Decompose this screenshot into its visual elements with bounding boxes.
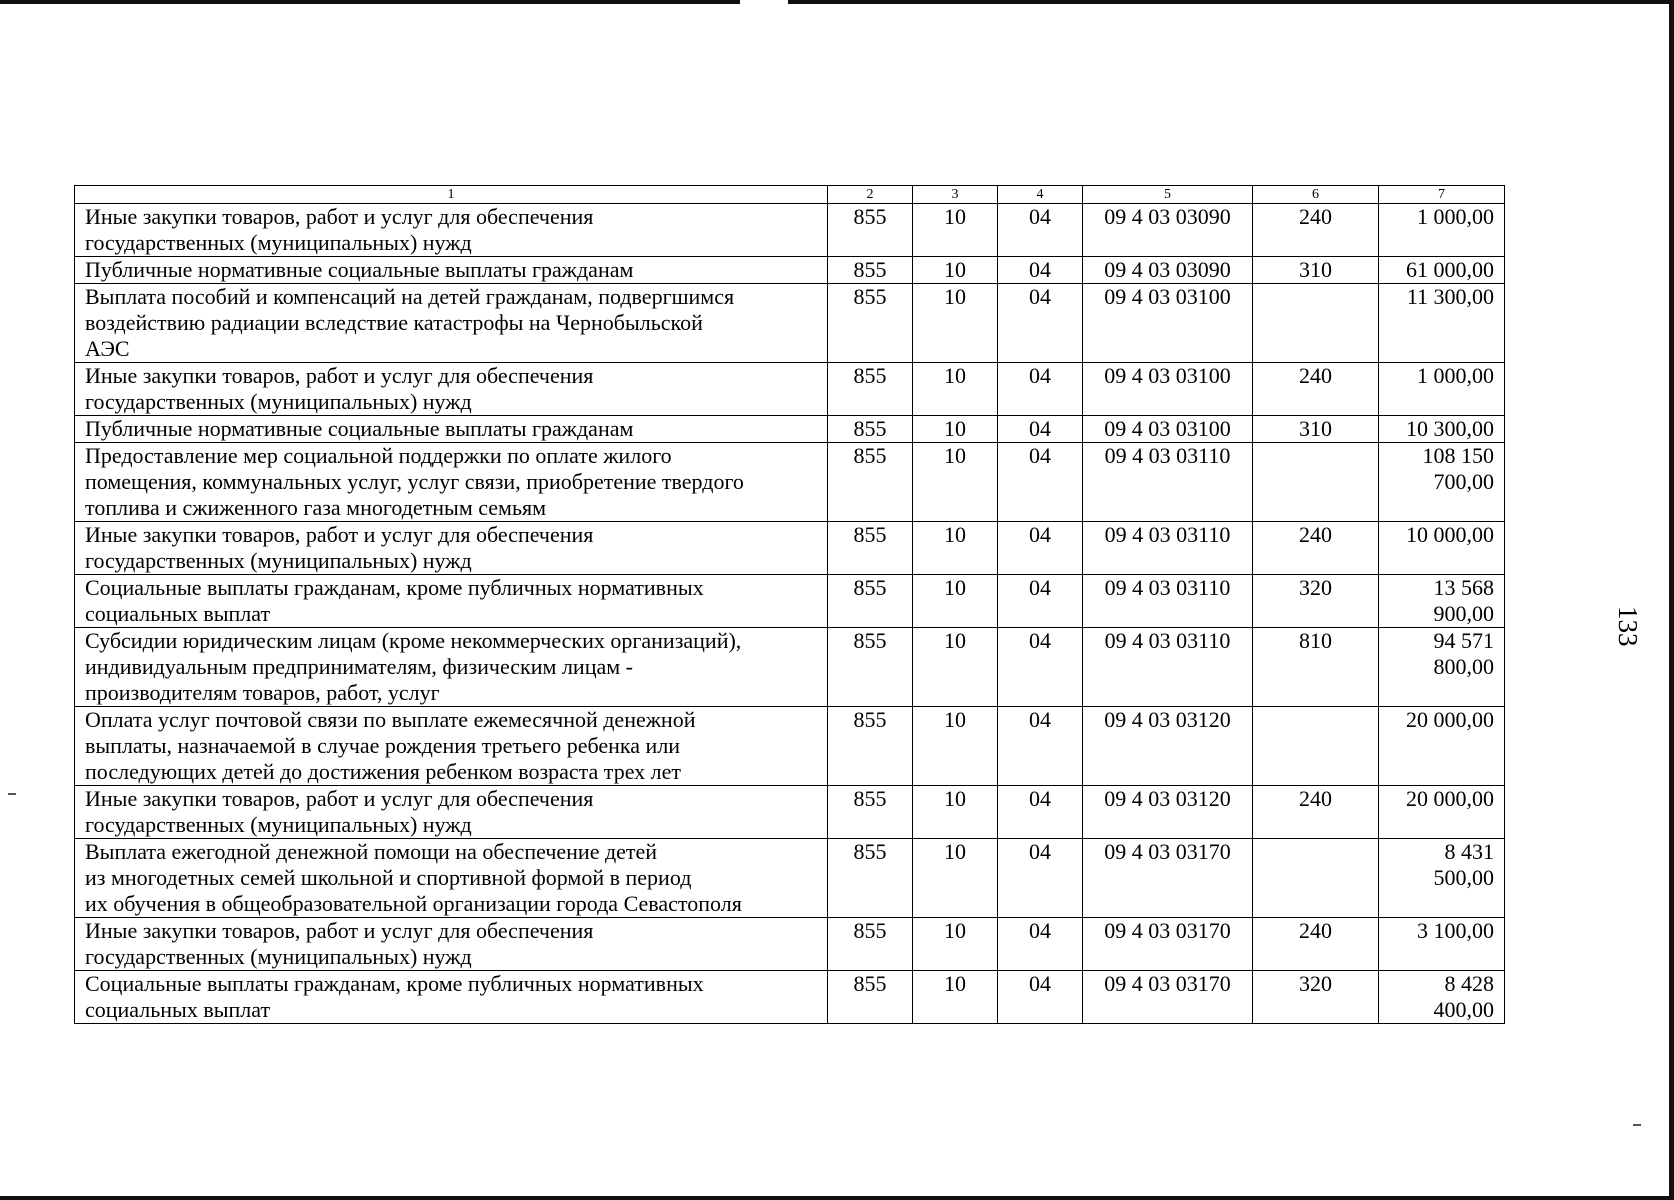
cell-col-5: 09 4 03 03100 — [1083, 284, 1253, 363]
cell-col-2: 855 — [828, 443, 913, 522]
cell-col-3: 10 — [913, 284, 998, 363]
row-description: Иные закупки товаров, работ и услуг для обеспечения государственных (муниципальных) нужд — [75, 786, 828, 839]
cell-col-7: 3 100,00 — [1379, 918, 1505, 971]
cell-col-2: 855 — [828, 416, 913, 443]
column-number-row — [75, 186, 1505, 204]
cell-col-6: 320 — [1253, 971, 1379, 1024]
cell-col-7: 11 300,00 — [1379, 284, 1505, 363]
cell-col-7: 20 000,00 — [1379, 786, 1505, 839]
cell-col-7: 8 428 400,00 — [1379, 971, 1505, 1024]
row-description: Оплата услуг почтовой связи по выплате ежемесячной денежной выплаты, назначаемой в случае рождения третьего ребенка или последующих детей до достижения ребенком возраста трех лет — [75, 707, 828, 786]
cell-col-7: 10 300,00 — [1379, 416, 1505, 443]
cell-col-4: 04 — [998, 443, 1083, 522]
table-row — [75, 628, 1505, 707]
cell-col-2: 855 — [828, 522, 913, 575]
table-row — [75, 522, 1505, 575]
cell-col-4: 04 — [998, 628, 1083, 707]
cell-col-7: 1 000,00 — [1379, 204, 1505, 257]
cell-col-4: 04 — [998, 284, 1083, 363]
cell-col-5: 09 4 03 03170 — [1083, 918, 1253, 971]
cell-col-6: 310 — [1253, 257, 1379, 284]
cell-col-3: 10 — [913, 522, 998, 575]
scan-speck — [1633, 1124, 1641, 1126]
row-description: Иные закупки товаров, работ и услуг для обеспечения государственных (муниципальных) нужд — [75, 522, 828, 575]
cell-col-3: 10 — [913, 443, 998, 522]
row-description: Публичные нормативные социальные выплаты гражданам — [75, 416, 828, 443]
cell-col-6 — [1253, 443, 1379, 522]
row-description: Социальные выплаты гражданам, кроме публичных нормативных социальных выплат — [75, 575, 828, 628]
cell-col-3: 10 — [913, 628, 998, 707]
cell-col-3: 10 — [913, 257, 998, 284]
cell-col-3: 10 — [913, 204, 998, 257]
scan-edge-right — [1669, 0, 1674, 1200]
cell-col-7: 94 571 800,00 — [1379, 628, 1505, 707]
column-number-3: 3 — [913, 186, 998, 204]
cell-col-3: 10 — [913, 839, 998, 918]
table-row — [75, 443, 1505, 522]
cell-col-2: 855 — [828, 257, 913, 284]
row-description: Выплата пособий и компенсаций на детей гражданам, подвергшимся воздействию радиации вследствие катастрофы на Чернобыльской АЭС — [75, 284, 828, 363]
column-number-7: 7 — [1379, 186, 1505, 204]
cell-col-4: 04 — [998, 257, 1083, 284]
row-description: Иные закупки товаров, работ и услуг для обеспечения государственных (муниципальных) нужд — [75, 918, 828, 971]
cell-col-2: 855 — [828, 839, 913, 918]
cell-col-7: 1 000,00 — [1379, 363, 1505, 416]
cell-col-5: 09 4 03 03170 — [1083, 971, 1253, 1024]
cell-col-4: 04 — [998, 363, 1083, 416]
cell-col-6: 810 — [1253, 628, 1379, 707]
cell-col-4: 04 — [998, 522, 1083, 575]
cell-col-2: 855 — [828, 971, 913, 1024]
table-row — [75, 204, 1505, 257]
table-row — [75, 918, 1505, 971]
cell-col-6: 240 — [1253, 522, 1379, 575]
cell-col-3: 10 — [913, 707, 998, 786]
cell-col-5: 09 4 03 03090 — [1083, 257, 1253, 284]
cell-col-7: 10 000,00 — [1379, 522, 1505, 575]
cell-col-4: 04 — [998, 839, 1083, 918]
cell-col-2: 855 — [828, 707, 913, 786]
cell-col-7: 8 431 500,00 — [1379, 839, 1505, 918]
cell-col-3: 10 — [913, 416, 998, 443]
cell-col-2: 855 — [828, 575, 913, 628]
cell-col-6: 240 — [1253, 363, 1379, 416]
scan-edge-bottom — [0, 1196, 1674, 1200]
cell-col-2: 855 — [828, 284, 913, 363]
cell-col-5: 09 4 03 03110 — [1083, 575, 1253, 628]
row-description: Иные закупки товаров, работ и услуг для обеспечения государственных (муниципальных) нужд — [75, 204, 828, 257]
cell-col-4: 04 — [998, 707, 1083, 786]
cell-col-6: 310 — [1253, 416, 1379, 443]
column-number-6: 6 — [1253, 186, 1379, 204]
cell-col-5: 09 4 03 03100 — [1083, 416, 1253, 443]
cell-col-6: 240 — [1253, 918, 1379, 971]
table-row — [75, 786, 1505, 839]
table-row — [75, 257, 1505, 284]
cell-col-4: 04 — [998, 786, 1083, 839]
cell-col-2: 855 — [828, 363, 913, 416]
column-number-2: 2 — [828, 186, 913, 204]
cell-col-3: 10 — [913, 971, 998, 1024]
cell-col-4: 04 — [998, 918, 1083, 971]
cell-col-6 — [1253, 707, 1379, 786]
scan-edge-gap — [740, 0, 788, 4]
cell-col-6: 240 — [1253, 786, 1379, 839]
column-number-5: 5 — [1083, 186, 1253, 204]
table-row — [75, 707, 1505, 786]
column-number-1: 1 — [75, 186, 828, 204]
row-description: Иные закупки товаров, работ и услуг для обеспечения государственных (муниципальных) нужд — [75, 363, 828, 416]
table-row — [75, 839, 1505, 918]
row-description: Выплата ежегодной денежной помощи на обеспечение детей из многодетных семей школьной и спортивной формой в период их обучения в общеобразовательной организации города Севастополя — [75, 839, 828, 918]
scan-speck — [8, 793, 16, 795]
cell-col-7: 61 000,00 — [1379, 257, 1505, 284]
cell-col-4: 04 — [998, 416, 1083, 443]
cell-col-5: 09 4 03 03100 — [1083, 363, 1253, 416]
cell-col-3: 10 — [913, 575, 998, 628]
cell-col-5: 09 4 03 03120 — [1083, 786, 1253, 839]
cell-col-5: 09 4 03 03110 — [1083, 628, 1253, 707]
cell-col-4: 04 — [998, 971, 1083, 1024]
cell-col-6: 320 — [1253, 575, 1379, 628]
cell-col-4: 04 — [998, 575, 1083, 628]
table-row — [75, 971, 1505, 1024]
cell-col-3: 10 — [913, 786, 998, 839]
table-body — [75, 204, 1505, 1024]
budget-table — [74, 185, 1505, 1024]
scan-edge-top — [0, 0, 1674, 4]
cell-col-7: 108 150 700,00 — [1379, 443, 1505, 522]
cell-col-6: 240 — [1253, 204, 1379, 257]
cell-col-6 — [1253, 284, 1379, 363]
cell-col-2: 855 — [828, 918, 913, 971]
cell-col-5: 09 4 03 03090 — [1083, 204, 1253, 257]
column-number-4: 4 — [998, 186, 1083, 204]
row-description: Субсидии юридическим лицам (кроме некоммерческих организаций), индивидуальным предпринимателям, физическим лицам - производителям товаров, работ, услуг — [75, 628, 828, 707]
cell-col-5: 09 4 03 03120 — [1083, 707, 1253, 786]
cell-col-6 — [1253, 839, 1379, 918]
cell-col-2: 855 — [828, 204, 913, 257]
table-row — [75, 575, 1505, 628]
cell-col-5: 09 4 03 03110 — [1083, 443, 1253, 522]
cell-col-7: 13 568 900,00 — [1379, 575, 1505, 628]
cell-col-5: 09 4 03 03110 — [1083, 522, 1253, 575]
row-description: Публичные нормативные социальные выплаты гражданам — [75, 257, 828, 284]
cell-col-3: 10 — [913, 363, 998, 416]
cell-col-7: 20 000,00 — [1379, 707, 1505, 786]
table-row — [75, 363, 1505, 416]
row-description: Предоставление мер социальной поддержки по оплате жилого помещения, коммунальных услуг, услуг связи, приобретение твердого топлива и сжиженного газа многодетным семьям — [75, 443, 828, 522]
cell-col-2: 855 — [828, 628, 913, 707]
table-row — [75, 284, 1505, 363]
cell-col-2: 855 — [828, 786, 913, 839]
page-number: 133 — [1613, 606, 1643, 647]
table-row — [75, 416, 1505, 443]
row-description: Социальные выплаты гражданам, кроме публичных нормативных социальных выплат — [75, 971, 828, 1024]
cell-col-4: 04 — [998, 204, 1083, 257]
cell-col-3: 10 — [913, 918, 998, 971]
cell-col-5: 09 4 03 03170 — [1083, 839, 1253, 918]
